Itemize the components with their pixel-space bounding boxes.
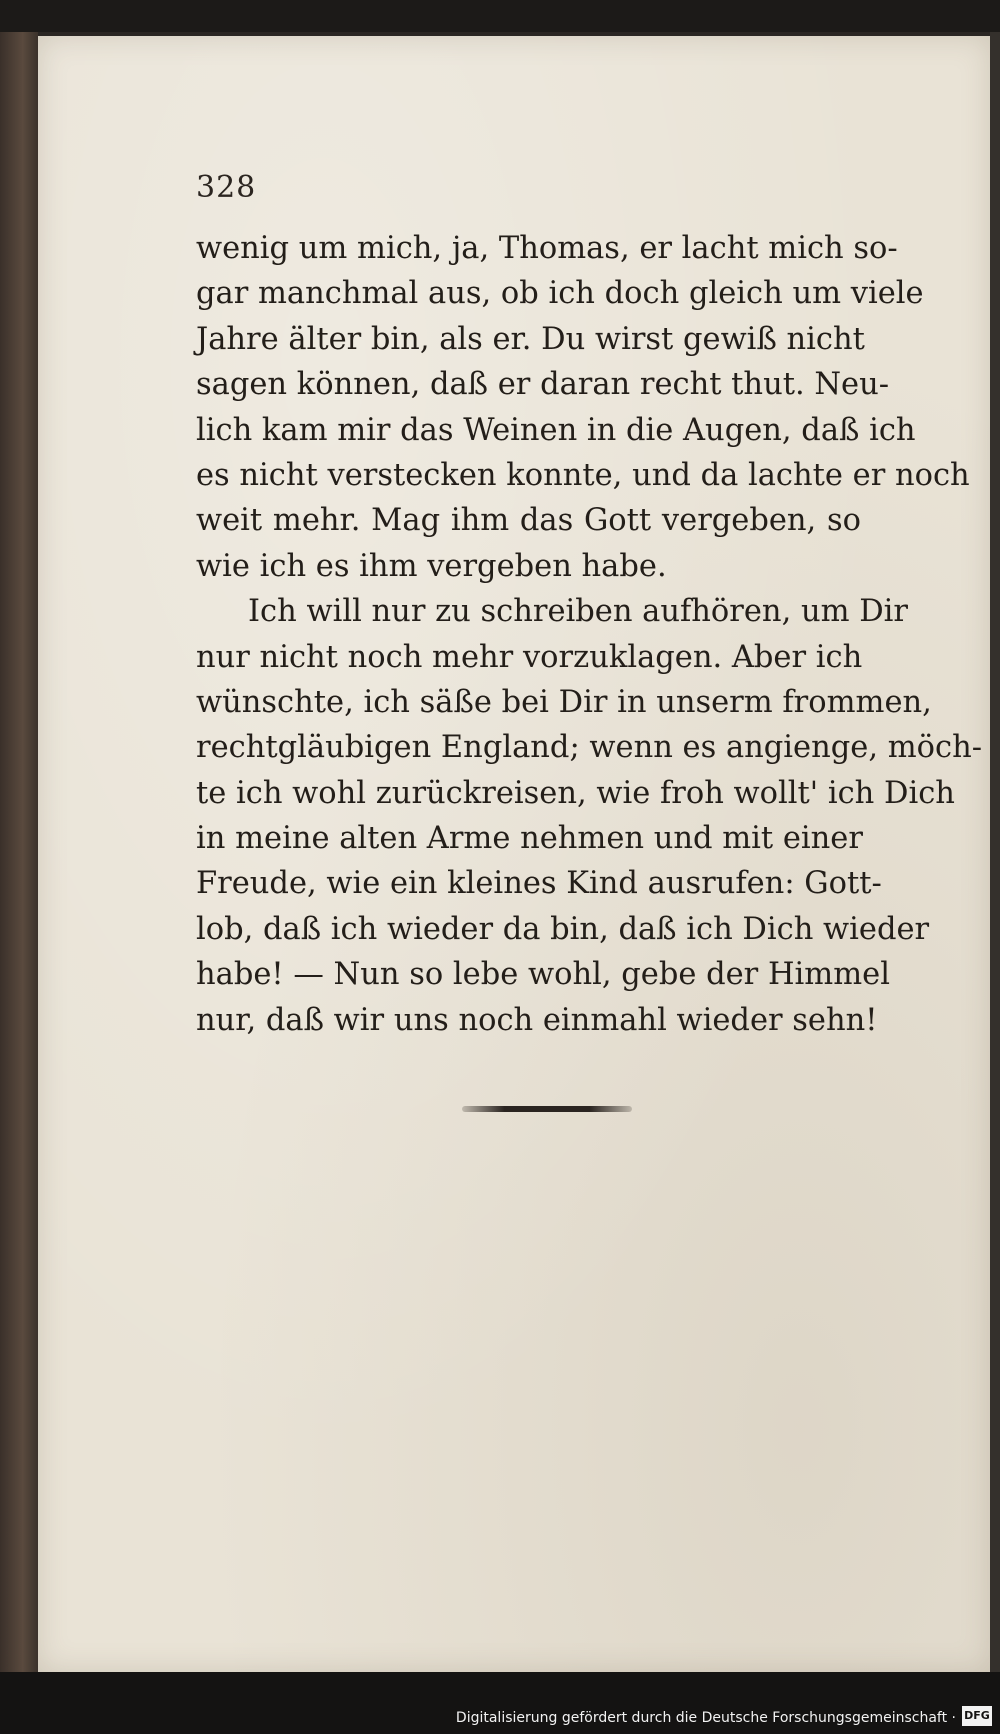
page-right-edge [990, 32, 1000, 1672]
scan-top-border [0, 0, 1000, 32]
text-line: nur nicht noch mehr vorzuklagen. Aber ich [196, 639, 863, 675]
book-spine-edge [0, 32, 38, 1672]
dfg-logo: DFG [962, 1706, 992, 1726]
text-line: Ich will nur zu schreiben aufhören, um Dir [248, 594, 909, 630]
text-line: wenig um mich, ja, Thomas, er lacht mich so- [196, 231, 898, 266]
text-line: te ich wohl zurückreisen, wie froh wollt' ich Dich [196, 775, 955, 811]
text-line: weit mehr. Mag ihm das Gott vergeben, so [196, 503, 861, 539]
text-line: wie ich es ihm vergeben habe. [196, 548, 667, 584]
page-number: 328 [196, 170, 257, 205]
page-body-text [196, 226, 983, 1043]
text-line: in meine alten Arme nehmen und mit einer [196, 821, 863, 857]
text-line: lich kam mir das Weinen in die Augen, daß ich [196, 412, 916, 448]
digitization-credit: Digitalisierung gefördert durch die Deutsche Forschungsgemeinschaft · [455, 1710, 956, 1726]
text-line: habe! — Nun so lebe wohl, gebe der Himmel [196, 957, 890, 993]
text-line: es nicht verstecken konnte, und da lachte er noch [196, 457, 970, 493]
text-line: rechtgläubigen England; wenn es angienge, möch- [196, 730, 983, 766]
text-line: nur, daß wir uns noch einmahl wieder sehn! [196, 1002, 878, 1038]
text-line: Jahre älter bin, als er. Du wirst gewiß nicht [196, 321, 865, 357]
text-line: sagen können, daß er daran recht thut. Neu- [196, 367, 890, 403]
text-line: Freude, wie ein kleines Kind ausrufen: Gott- [196, 866, 882, 902]
text-line: gar manchmal aus, ob ich doch gleich um viele [196, 276, 924, 312]
text-line: lob, daß ich wieder da bin, daß ich Dich wieder [196, 911, 930, 947]
section-end-rule [462, 1106, 632, 1112]
text-line: wünschte, ich säße bei Dir in unserm frommen, [196, 684, 932, 720]
